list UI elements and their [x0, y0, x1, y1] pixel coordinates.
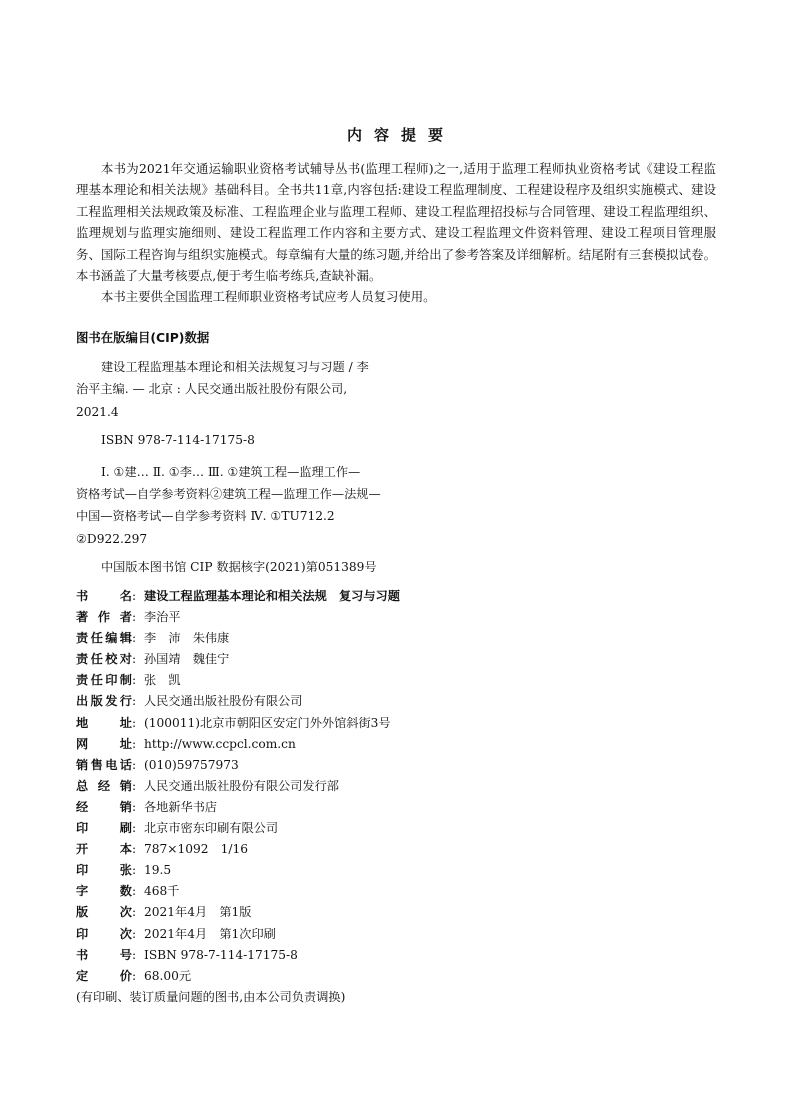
colophon-separator: :	[132, 610, 137, 625]
colophon-label: 印刷	[76, 821, 132, 836]
content-summary	[76, 158, 716, 308]
colophon-row	[76, 670, 716, 691]
colophon-label: 经销	[76, 799, 132, 814]
colophon-label: 网址	[76, 736, 132, 751]
colophon-label: 地址	[76, 715, 132, 730]
cip-heading: 图书在版编目(CIP)数据	[76, 330, 210, 345]
colophon-separator: :	[132, 778, 137, 793]
colophon-value: (100011)北京市朝阳区安定门外外馆斜街3号	[144, 715, 391, 730]
colophon-row	[76, 586, 716, 607]
colophon-value: 建设工程监理基本理论和相关法规 复习与习题	[144, 589, 400, 603]
colophon-separator: :	[132, 884, 137, 899]
colophon-value: 各地新华书店	[144, 799, 218, 814]
colophon-row	[76, 945, 716, 966]
cip-line: 建设工程监理基本理论和相关法规复习与习题 / 李	[101, 360, 369, 374]
colophon-value: 2021年4月 第1次印刷	[144, 926, 276, 941]
cip-data-block	[76, 356, 416, 579]
colophon-label: 版次	[76, 905, 132, 920]
colophon-label: 责任校对	[76, 652, 132, 667]
colophon-label: 字数	[76, 884, 132, 899]
colophon-row	[76, 628, 716, 649]
cip-classification: ②D922.297	[76, 531, 148, 546]
colophon-value: 68.00元	[144, 968, 192, 983]
colophon-row	[76, 818, 716, 839]
cip-isbn: ISBN 978-7-114-17175-8	[101, 433, 255, 448]
cip-record-number: 中国版本图书馆 CIP 数据核字(2021)第051389号	[101, 560, 377, 575]
colophon-value: 北京市密东印刷有限公司	[144, 821, 279, 836]
colophon-row	[76, 755, 716, 776]
colophon-label: 著作者	[76, 610, 132, 625]
colophon-label: 开本	[76, 842, 132, 857]
colophon-row	[76, 797, 716, 818]
colophon-value: http://www.ccpcl.com.cn	[144, 736, 296, 751]
colophon-separator: :	[132, 863, 137, 878]
colophon-label: 出版发行	[76, 694, 132, 709]
cip-line: 2021.4	[76, 404, 119, 419]
colophon-row	[76, 607, 716, 628]
summary-paragraph: 本书主要供全国监理工程师职业资格考试应考人员复习使用。	[101, 289, 436, 305]
colophon-value: 787×1092 1/16	[144, 842, 249, 857]
colophon-separator: :	[132, 968, 137, 983]
colophon-separator: :	[132, 947, 137, 962]
colophon-value: 李 沛 朱伟康	[144, 631, 230, 646]
colophon-value: 19.5	[144, 863, 172, 878]
colophon-label: 责任编辑	[76, 631, 132, 646]
colophon	[76, 586, 716, 1008]
colophon-value: 孙国靖 魏佳宁	[144, 652, 230, 667]
colophon-label: 书号	[76, 947, 132, 962]
colophon-separator: :	[132, 799, 137, 814]
colophon-value: 张 凯	[144, 673, 181, 688]
colophon-separator: :	[132, 715, 137, 730]
colophon-label: 定价	[76, 968, 132, 983]
colophon-separator: :	[132, 736, 137, 751]
colophon-row	[76, 734, 716, 755]
colophon-label: 印次	[76, 926, 132, 941]
colophon-value: 2021年4月 第1版	[144, 905, 252, 920]
colophon-label: 责任印制	[76, 673, 132, 688]
colophon-label: 销售电话	[76, 757, 132, 772]
colophon-value: 李治平	[144, 610, 181, 625]
colophon-separator: :	[132, 652, 137, 667]
colophon-separator: :	[132, 589, 137, 603]
colophon-separator: :	[132, 757, 137, 772]
page-title: 内容提要	[346, 126, 455, 144]
colophon-value: 人民交通出版社股份有限公司	[144, 694, 303, 709]
colophon-separator: :	[132, 842, 137, 857]
colophon-label: 总经销	[76, 778, 132, 793]
colophon-separator: :	[132, 905, 137, 920]
colophon-label: 印张	[76, 863, 132, 878]
colophon-separator: :	[132, 694, 137, 709]
colophon-value: ISBN 978-7-114-17175-8	[144, 947, 298, 962]
colophon-value: 468千	[144, 884, 180, 899]
colophon-row	[76, 966, 716, 987]
colophon-row	[76, 776, 716, 797]
quality-note: (有印刷、装订质量问题的图书,由本公司负责调换)	[76, 989, 346, 1004]
cip-classification: 资格考试—自学参考资料②建筑工程—监理工作—法规—	[76, 487, 381, 502]
cip-line: 治平主编. — 北京 : 人民交通出版社股份有限公司,	[76, 382, 348, 397]
summary-paragraph: 本书为2021年交通运输职业资格考试辅导丛书(监理工程师)之一,适用于监理工程师执业资格考试《建设工程监理基本理论和相关法规》基础科目。全书共11章,内容包括:建设工程监理制度、工程建设程序及组织实施模式、建设工程监理相关法规政策及标准、工程监理企业与监理工程师、建设工程监理招投标与合同管理、建设工程监理组织、监理规划与监理实施细则、建设工程监理工作内容和主要方式、建设工程监理文件资料管理、建设工程项目管理服务、国际工程咨询与组织实施模式。每章编有大量的练习题,并给出了参考答案及详细解析。结尾附有三套模拟试卷。本书涵盖了大量考核要点,便于考生临考练兵,查缺补漏。	[76, 161, 716, 284]
colophon-row	[76, 860, 716, 881]
colophon-row	[76, 839, 716, 860]
cip-classification: 中国—资格考试—自学参考资料 Ⅳ. ①TU712.2	[76, 509, 335, 524]
colophon-row	[76, 691, 716, 712]
colophon-separator: :	[132, 631, 137, 646]
colophon-separator: :	[132, 926, 137, 941]
colophon-separator: :	[132, 821, 137, 836]
colophon-separator: :	[132, 673, 137, 688]
colophon-value: (010)59757973	[144, 757, 239, 772]
colophon-row	[76, 924, 716, 945]
colophon-label: 书名	[76, 589, 132, 603]
colophon-value: 人民交通出版社股份有限公司发行部	[144, 778, 339, 793]
colophon-row	[76, 649, 716, 670]
colophon-row	[76, 713, 716, 734]
colophon-row	[76, 902, 716, 923]
colophon-row	[76, 881, 716, 902]
cip-classification: Ⅰ. ①建… Ⅱ. ①李… Ⅲ. ①建筑工程—监理工作—	[101, 464, 361, 479]
